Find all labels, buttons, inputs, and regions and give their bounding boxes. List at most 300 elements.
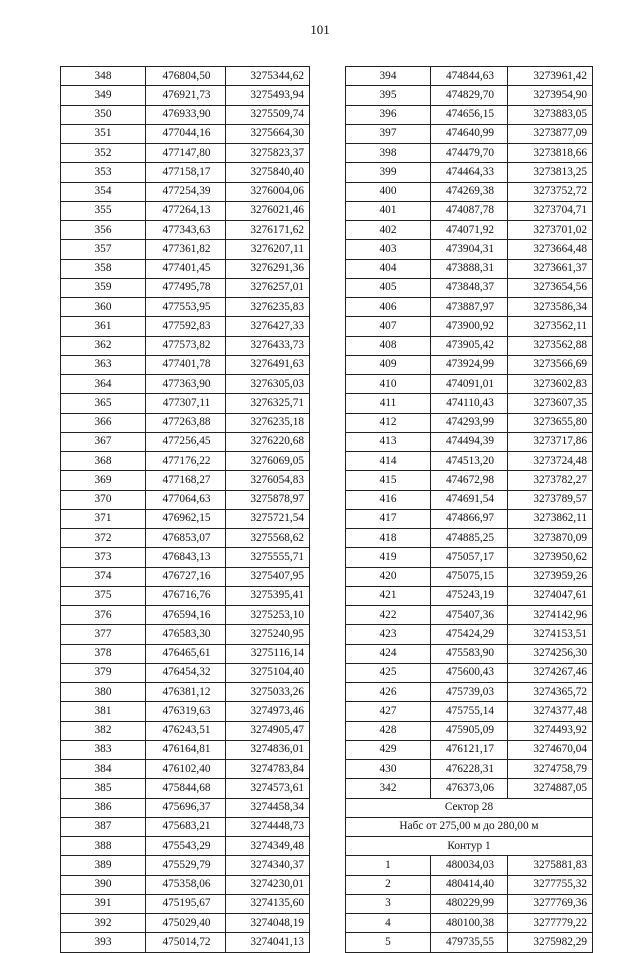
table-row [346, 760, 593, 779]
table-row [61, 625, 310, 644]
coord-y: 3274135,60 [226, 894, 310, 913]
coord-y: 3275878,97 [226, 490, 310, 509]
coord-x: 476933,90 [146, 105, 226, 124]
point-number: 376 [61, 606, 146, 625]
table-row [61, 606, 310, 625]
table-row [61, 702, 310, 721]
point-number: 355 [61, 201, 146, 220]
point-number: 377 [61, 625, 146, 644]
coord-x: 475529,79 [146, 856, 226, 875]
point-number: 353 [61, 163, 146, 182]
coord-y: 3274041,13 [226, 933, 310, 952]
coord-x: 477573,82 [146, 336, 226, 355]
coord-y: 3274365,72 [508, 683, 593, 702]
table-row [346, 278, 593, 297]
table-row [346, 529, 593, 548]
coord-x: 477343,63 [146, 221, 226, 240]
coord-x: 476164,81 [146, 740, 226, 759]
coord-y: 3275555,71 [226, 548, 310, 567]
point-number: 428 [346, 721, 431, 740]
table-row [346, 221, 593, 240]
coord-x: 475243,19 [431, 586, 508, 605]
coord-y: 3276305,03 [226, 375, 310, 394]
coord-x: 473900,92 [431, 317, 508, 336]
table-row [61, 394, 310, 413]
coordinates-table-right [345, 66, 593, 953]
coord-y: 3275344,62 [226, 67, 310, 86]
table-row [346, 124, 593, 143]
coord-x: 475583,90 [431, 644, 508, 663]
coord-y: 3273870,09 [508, 529, 593, 548]
table-row [61, 837, 310, 856]
point-number: 391 [61, 894, 146, 913]
coord-x: 474656,15 [431, 105, 508, 124]
coord-y: 3275407,95 [226, 567, 310, 586]
coord-y: 3275104,40 [226, 663, 310, 682]
coord-x: 475844,68 [146, 779, 226, 798]
table-row [346, 298, 593, 317]
point-number: 404 [346, 259, 431, 278]
point-number: 362 [61, 336, 146, 355]
coord-x: 473905,42 [431, 336, 508, 355]
point-number: 2 [346, 875, 431, 894]
coord-x: 477176,22 [146, 452, 226, 471]
point-number: 429 [346, 740, 431, 759]
table-row [346, 721, 593, 740]
table-row [61, 201, 310, 220]
coord-x: 476843,13 [146, 548, 226, 567]
coord-x: 476454,32 [146, 663, 226, 682]
table-row [61, 798, 310, 817]
table-row [61, 933, 310, 952]
point-number: 380 [61, 683, 146, 702]
point-number: 423 [346, 625, 431, 644]
point-number: 420 [346, 567, 431, 586]
coord-x: 475424,29 [431, 625, 508, 644]
table-row [61, 298, 310, 317]
coord-x: 480414,40 [431, 875, 508, 894]
coord-y: 3273862,11 [508, 509, 593, 528]
coord-y: 3275664,30 [226, 124, 310, 143]
coord-y: 3275509,74 [226, 105, 310, 124]
coord-y: 3274670,04 [508, 740, 593, 759]
coord-y: 3273883,05 [508, 105, 593, 124]
point-number: 360 [61, 298, 146, 317]
point-number: 392 [61, 914, 146, 933]
coord-x: 473888,31 [431, 259, 508, 278]
coord-y: 3277779,22 [508, 914, 593, 933]
point-number: 372 [61, 529, 146, 548]
coord-y: 3273959,26 [508, 567, 593, 586]
table-row [346, 163, 593, 182]
coord-y: 3275240,95 [226, 625, 310, 644]
point-number: 406 [346, 298, 431, 317]
point-number: 414 [346, 452, 431, 471]
point-number: 369 [61, 471, 146, 490]
table-row [61, 740, 310, 759]
coord-x: 474091,01 [431, 375, 508, 394]
table-row [346, 702, 593, 721]
coord-y: 3273961,42 [508, 67, 593, 86]
coord-x: 474479,70 [431, 144, 508, 163]
point-number: 411 [346, 394, 431, 413]
coord-y: 3274887,05 [508, 779, 593, 798]
coord-x: 474087,78 [431, 201, 508, 220]
coord-x: 476121,17 [431, 740, 508, 759]
coord-y: 3276235,18 [226, 413, 310, 432]
table-row [346, 452, 593, 471]
point-number: 393 [61, 933, 146, 952]
coord-x: 474829,70 [431, 86, 508, 105]
coord-x: 474110,43 [431, 394, 508, 413]
point-number: 416 [346, 490, 431, 509]
coord-y: 3275493,94 [226, 86, 310, 105]
point-number: 365 [61, 394, 146, 413]
table-row [61, 490, 310, 509]
point-number: 424 [346, 644, 431, 663]
point-number: 358 [61, 259, 146, 278]
coord-x: 475755,14 [431, 702, 508, 721]
point-number: 350 [61, 105, 146, 124]
coord-y: 3276207,11 [226, 240, 310, 259]
table-row [346, 432, 593, 451]
coord-x: 477553,95 [146, 298, 226, 317]
coord-x: 474844,63 [431, 67, 508, 86]
coord-x: 477401,45 [146, 259, 226, 278]
table-row [346, 86, 593, 105]
point-number: 378 [61, 644, 146, 663]
table-row [61, 760, 310, 779]
coord-x: 477592,83 [146, 317, 226, 336]
point-number: 373 [61, 548, 146, 567]
point-number: 401 [346, 201, 431, 220]
coord-y: 3274905,47 [226, 721, 310, 740]
coord-y: 3274783,84 [226, 760, 310, 779]
coord-x: 476319,63 [146, 702, 226, 721]
coord-x: 475683,21 [146, 817, 226, 836]
coord-x: 475014,72 [146, 933, 226, 952]
coord-y: 3273562,88 [508, 336, 593, 355]
coord-x: 474269,38 [431, 182, 508, 201]
coord-x: 476716,76 [146, 586, 226, 605]
coord-y: 3275823,37 [226, 144, 310, 163]
point-number: 342 [346, 779, 431, 798]
point-number: 419 [346, 548, 431, 567]
table-row [61, 317, 310, 336]
coord-x: 474640,99 [431, 124, 508, 143]
coord-y: 3273752,72 [508, 182, 593, 201]
table-row [346, 317, 593, 336]
coord-x: 476373,06 [431, 779, 508, 798]
point-number: 408 [346, 336, 431, 355]
coord-y: 3276171,62 [226, 221, 310, 240]
point-number: 426 [346, 683, 431, 702]
table-row [346, 375, 593, 394]
coord-y: 3274349,48 [226, 837, 310, 856]
point-number: 348 [61, 67, 146, 86]
coord-y: 3274340,37 [226, 856, 310, 875]
coord-x: 473904,31 [431, 240, 508, 259]
point-number: 381 [61, 702, 146, 721]
point-number: 403 [346, 240, 431, 259]
point-number: 384 [61, 760, 146, 779]
table-row [346, 914, 593, 933]
point-number: 371 [61, 509, 146, 528]
point-number: 415 [346, 471, 431, 490]
point-number: 402 [346, 221, 431, 240]
coord-x: 476727,16 [146, 567, 226, 586]
point-number: 375 [61, 586, 146, 605]
coord-y: 3277755,32 [508, 875, 593, 894]
table-row [61, 336, 310, 355]
table-row [61, 644, 310, 663]
point-number: 5 [346, 933, 431, 952]
coord-y: 3273813,25 [508, 163, 593, 182]
coord-y: 3273654,56 [508, 278, 593, 297]
coord-y: 3273661,37 [508, 259, 593, 278]
coord-y: 3273664,48 [508, 240, 593, 259]
coord-y: 3277769,36 [508, 894, 593, 913]
point-number: 363 [61, 355, 146, 374]
table-row [346, 875, 593, 894]
coord-x: 477044,16 [146, 124, 226, 143]
coord-y: 3276427,33 [226, 317, 310, 336]
coord-y: 3273586,34 [508, 298, 593, 317]
coord-y: 3276257,01 [226, 278, 310, 297]
point-number: 418 [346, 529, 431, 548]
coord-x: 473924,99 [431, 355, 508, 374]
coord-x: 475543,29 [146, 837, 226, 856]
table-row [346, 144, 593, 163]
coord-y: 3274377,48 [508, 702, 593, 721]
coord-y: 3276235,83 [226, 298, 310, 317]
table-row [61, 67, 310, 86]
point-number: 1 [346, 856, 431, 875]
table-row [346, 471, 593, 490]
coord-y: 3273950,62 [508, 548, 593, 567]
coord-y: 3276220,68 [226, 432, 310, 451]
coord-y: 3275033,26 [226, 683, 310, 702]
coord-x: 479735,55 [431, 933, 508, 952]
coord-x: 476465,61 [146, 644, 226, 663]
table-row [61, 432, 310, 451]
table-row [61, 375, 310, 394]
coord-y: 3273655,80 [508, 413, 593, 432]
coord-x: 477401,78 [146, 355, 226, 374]
point-number: 3 [346, 894, 431, 913]
table-row [61, 144, 310, 163]
coord-x: 476102,40 [146, 760, 226, 779]
coord-x: 474293,99 [431, 413, 508, 432]
point-number: 422 [346, 606, 431, 625]
table-row [346, 490, 593, 509]
coord-x: 477307,11 [146, 394, 226, 413]
point-number: 382 [61, 721, 146, 740]
table-row [346, 509, 593, 528]
point-number: 374 [61, 567, 146, 586]
coord-y: 3275840,40 [226, 163, 310, 182]
coord-x: 476381,12 [146, 683, 226, 702]
coord-y: 3273789,57 [508, 490, 593, 509]
coord-x: 474866,97 [431, 509, 508, 528]
coord-x: 477147,80 [146, 144, 226, 163]
coord-y: 3274048,19 [226, 914, 310, 933]
point-number: 4 [346, 914, 431, 933]
point-number: 366 [61, 413, 146, 432]
point-number: 385 [61, 779, 146, 798]
coord-y: 3274267,46 [508, 663, 593, 682]
table-row [61, 586, 310, 605]
table-row [61, 509, 310, 528]
point-number: 398 [346, 144, 431, 163]
coord-y: 3273818,66 [508, 144, 593, 163]
coord-y: 3273562,11 [508, 317, 593, 336]
point-number: 356 [61, 221, 146, 240]
coord-x: 475905,09 [431, 721, 508, 740]
coord-y: 3276069,05 [226, 452, 310, 471]
table-row [61, 779, 310, 798]
coord-y: 3276291,36 [226, 259, 310, 278]
point-number: 400 [346, 182, 431, 201]
table-row [346, 683, 593, 702]
table-row [346, 606, 593, 625]
point-number: 386 [61, 798, 146, 817]
coord-y: 3274973,46 [226, 702, 310, 721]
table-row [61, 471, 310, 490]
table-row [61, 663, 310, 682]
coord-x: 477363,90 [146, 375, 226, 394]
coordinates-table-left [60, 66, 310, 953]
table-row [61, 221, 310, 240]
table-row [61, 683, 310, 702]
table-row [346, 355, 593, 374]
point-number: 396 [346, 105, 431, 124]
coord-y: 3274153,51 [508, 625, 593, 644]
coord-x: 477256,45 [146, 432, 226, 451]
coord-x: 480229,99 [431, 894, 508, 913]
point-number: 379 [61, 663, 146, 682]
table-row [61, 259, 310, 278]
table-row [61, 452, 310, 471]
table-row [346, 182, 593, 201]
table-row [346, 856, 593, 875]
coord-x: 477158,17 [146, 163, 226, 182]
coord-y: 3273602,83 [508, 375, 593, 394]
contour-title-row [346, 837, 593, 856]
table-row [61, 721, 310, 740]
coord-y: 3275721,54 [226, 509, 310, 528]
coord-y: 3275116,14 [226, 644, 310, 663]
table-row [61, 355, 310, 374]
coord-x: 477263,88 [146, 413, 226, 432]
table-row [61, 278, 310, 297]
table-row [346, 567, 593, 586]
contour-title: Контур 1 [346, 837, 593, 856]
coord-x: 474513,20 [431, 452, 508, 471]
sector-title-row [346, 798, 593, 817]
table-row [61, 105, 310, 124]
table-row [61, 182, 310, 201]
table-row [61, 240, 310, 259]
point-number: 394 [346, 67, 431, 86]
table-row [346, 933, 593, 952]
coord-y: 3274493,92 [508, 721, 593, 740]
point-number: 357 [61, 240, 146, 259]
page-number: 101 [310, 22, 330, 37]
coord-x: 475407,36 [431, 606, 508, 625]
coord-x: 477168,27 [146, 471, 226, 490]
point-number: 395 [346, 86, 431, 105]
coord-x: 476594,16 [146, 606, 226, 625]
coord-y: 3274230,01 [226, 875, 310, 894]
point-number: 367 [61, 432, 146, 451]
coord-x: 477264,13 [146, 201, 226, 220]
table-row [346, 548, 593, 567]
coord-x: 474672,98 [431, 471, 508, 490]
coord-y: 3273704,71 [508, 201, 593, 220]
table-row [346, 259, 593, 278]
coord-y: 3273701,02 [508, 221, 593, 240]
point-number: 352 [61, 144, 146, 163]
table-row [61, 86, 310, 105]
coord-y: 3275881,83 [508, 856, 593, 875]
point-number: 417 [346, 509, 431, 528]
table-row [61, 529, 310, 548]
coord-y: 3273877,09 [508, 124, 593, 143]
coord-x: 480034,03 [431, 856, 508, 875]
point-number: 351 [61, 124, 146, 143]
coord-y: 3275253,10 [226, 606, 310, 625]
sector-subtitle-row [346, 817, 593, 836]
coord-x: 475075,15 [431, 567, 508, 586]
point-number: 361 [61, 317, 146, 336]
point-number: 405 [346, 278, 431, 297]
coord-x: 475057,17 [431, 548, 508, 567]
coord-x: 474691,54 [431, 490, 508, 509]
coord-x: 477495,78 [146, 278, 226, 297]
table-row [61, 856, 310, 875]
coord-x: 475195,67 [146, 894, 226, 913]
table-row [346, 779, 593, 798]
coord-x: 474071,92 [431, 221, 508, 240]
coord-x: 477254,39 [146, 182, 226, 201]
coord-y: 3273566,69 [508, 355, 593, 374]
coord-y: 3273607,35 [508, 394, 593, 413]
table-row [346, 740, 593, 759]
coord-x: 476228,31 [431, 760, 508, 779]
table-row [61, 875, 310, 894]
table-row [61, 567, 310, 586]
table-row [346, 336, 593, 355]
coord-x: 474885,25 [431, 529, 508, 548]
point-number: 359 [61, 278, 146, 297]
coord-x: 473848,37 [431, 278, 508, 297]
point-number: 410 [346, 375, 431, 394]
coord-x: 475358,06 [146, 875, 226, 894]
table-row [346, 586, 593, 605]
coord-x: 476962,15 [146, 509, 226, 528]
sector-subtitle: Набс от 275,00 м до 280,00 м [346, 817, 593, 836]
coord-x: 476583,30 [146, 625, 226, 644]
coord-y: 3276433,73 [226, 336, 310, 355]
point-number: 430 [346, 760, 431, 779]
point-number: 388 [61, 837, 146, 856]
coord-x: 475739,03 [431, 683, 508, 702]
coord-x: 477361,82 [146, 240, 226, 259]
coord-y: 3274448,73 [226, 817, 310, 836]
table-row [61, 413, 310, 432]
table-row [346, 105, 593, 124]
